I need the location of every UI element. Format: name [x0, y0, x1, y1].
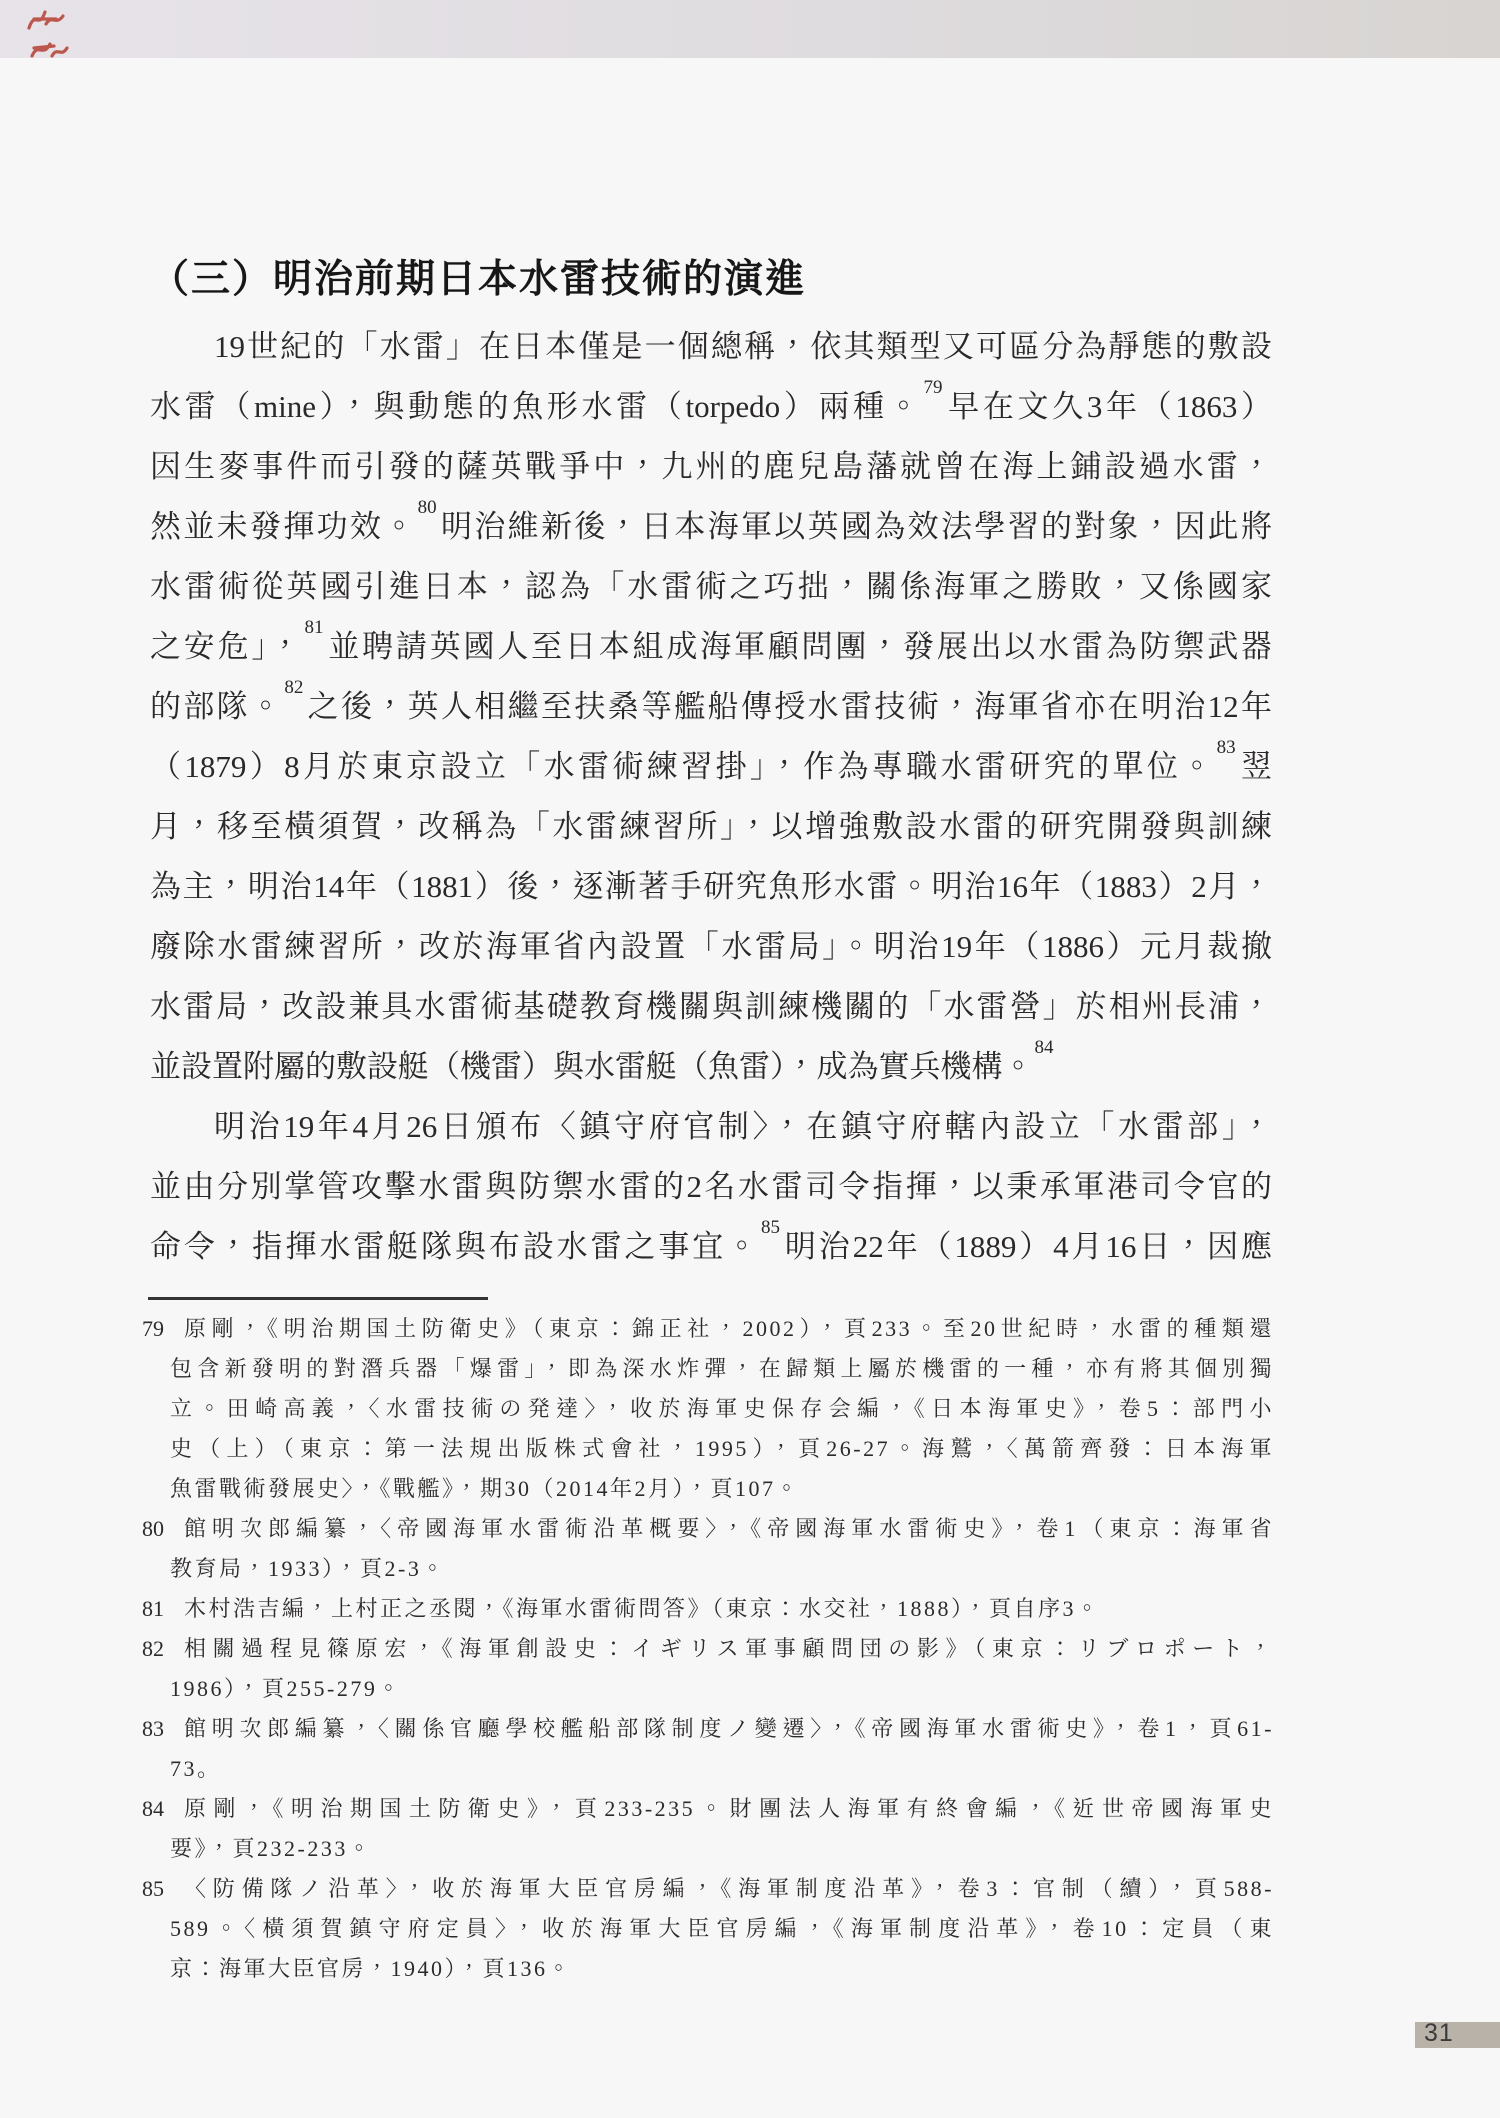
footnote-ref: 79	[923, 377, 943, 398]
body-text	[150, 317, 1272, 1277]
body-line: （1879）8月於東京設立「水雷術練習掛」，作為專職水雷研究的單位。$^{83}$翌	[150, 737, 1272, 784]
body-line: 19世紀的「水雷」在日本僅是一個總稱，依其類型又可區分為靜態的敷設	[214, 329, 1272, 364]
body-line: 廢除水雷練習所，改於海軍省內設置「水雷局」。明治19年（1886）元月裁撤	[150, 929, 1272, 964]
footnote-line: 立。田崎高義，〈水雷技術の発達〉，收於海軍史保存会編，《日本海軍史》，卷5：部門小	[170, 1396, 1274, 1421]
footnote-line: 魚雷戰術發展史〉，《戰艦》，期30（2014年2月），頁107。	[170, 1476, 801, 1501]
footnote-ref: 80	[417, 497, 437, 518]
footnote-number: 85	[142, 1876, 164, 1901]
footnote-line: 80 館明次郎編纂，〈帝國海軍水雷術沿革概要〉，《帝國海軍水雷術史》，卷1（東京：海軍省	[142, 1509, 1274, 1549]
footnote-number: 80	[142, 1516, 164, 1541]
footnote-line: 要》，頁232-233。	[170, 1836, 373, 1861]
body-line: 水雷局，改設兼具水雷術基礎教育機關與訓練機關的「水雷營」於相州長浦，	[150, 989, 1272, 1024]
footnote-ref: 84	[1034, 1037, 1054, 1058]
footnote-ref: 81	[304, 617, 324, 638]
footnote-line: 79 原剛，《明治期国土防衛史》（東京：錦正社，2002），頁233。至20世紀時，水雷的種類還	[142, 1309, 1274, 1349]
footnote-line: 1986），頁255-279。	[170, 1676, 402, 1701]
body-line: 並設置附屬的敷設艇（機雷）與水雷艇（魚雷），成為實兵機構。$^{84}$	[150, 1037, 1054, 1084]
footnote-ref: 82	[284, 677, 304, 698]
footnotes-block	[142, 1309, 1274, 1989]
red-ink-mark-1	[26, 6, 66, 34]
body-line: 然並未發揮功效。$^{80}$明治維新後，日本海軍以英國為效法學習的對象，因此將	[150, 497, 1272, 544]
footnote-number: 81	[142, 1596, 164, 1621]
section-heading: （三）明治前期日本水雷技術的演進	[150, 258, 807, 301]
page-number-tab	[1415, 2019, 1500, 2048]
body-line: 為主，明治14年（1881）後，逐漸著手研究魚形水雷。明治16年（1883）2月，	[150, 869, 1272, 904]
body-line: 水雷（mine），與動態的魚形水雷（torpedo）兩種。$^{79}$早在文久3年（1863）	[150, 377, 1272, 424]
body-line: 水雷術從英國引進日本，認為「水雷術之巧拙，關係海軍之勝敗，又係國家	[150, 569, 1272, 604]
footnote-line: 82 相關過程見篠原宏，《海軍創設史：イギリス軍事顧問団の影》（東京：リブロポート，	[142, 1629, 1274, 1669]
body-line: 因生麥事件而引發的薩英戰爭中，九州的鹿兒島藩就曾在海上鋪設過水雷，	[150, 449, 1272, 484]
footnote-line: 包含新發明的對潛兵器「爆雷」，即為深水炸彈，在歸類上屬於機雷的一種，亦有將其個別獨	[170, 1356, 1274, 1381]
footnote-separator	[148, 1297, 488, 1300]
footnote-ref: 85	[761, 1217, 781, 1238]
page-number: 31	[1424, 2019, 1454, 2047]
footnote-number: 84	[142, 1796, 164, 1821]
body-line: 月，移至橫須賀，改稱為「水雷練習所」，以增強敷設水雷的研究開發與訓練	[150, 809, 1272, 844]
footnote-line: 589。〈橫須賀鎮守府定員〉，收於海軍大臣官房編，《海軍制度沿革》，卷10：定員（東	[170, 1916, 1274, 1941]
footnote-line: 史（上）（東京：第一法規出版株式會社，1995），頁26-27。海鷲，〈萬箭齊發：日本海軍	[170, 1436, 1274, 1461]
body-line: 的部隊。$^{82}$之後，英人相繼至扶桑等艦船傳授水雷技術，海軍省亦在明治12年	[150, 677, 1272, 724]
footnote-line: 85 〈防備隊ノ沿革〉，收於海軍大臣官房編，《海軍制度沿革》，卷3：官制（續），頁588-	[142, 1869, 1274, 1909]
body-line: 明治19年4月26日頒布〈鎮守府官制〉，在鎮守府轄內設立「水雷部」，	[214, 1109, 1272, 1144]
footnote-number: 79	[142, 1316, 164, 1341]
footnote-line: 83 館明次郎編纂，〈關係官廳學校艦船部隊制度ノ變遷〉，《帝國海軍水雷術史》，卷1，頁61-	[142, 1709, 1274, 1749]
body-line: 之安危」，$^{81}$並聘請英國人至日本組成海軍顧問團，發展出以水雷為防禦武器	[150, 617, 1272, 664]
footnote-number: 83	[142, 1716, 164, 1741]
footnote-line: 81 木村浩吉編，上村正之丞閱，《海軍水雷術問答》（東京：水交社，1888），頁自序3。	[142, 1589, 1274, 1629]
footnote-line: 73。	[170, 1756, 222, 1781]
scanner-edge-band	[0, 0, 1500, 58]
footnote-line: 84 原剛，《明治期国土防衛史》，頁233-235。財團法人海軍有終會編，《近世帝國海軍史	[142, 1789, 1274, 1829]
footnote-ref: 83	[1216, 737, 1236, 758]
body-line: 命令，指揮水雷艇隊與布設水雷之事宜。$^{85}$明治22年（1889）4月16日，因應	[150, 1217, 1272, 1264]
footnote-number: 82	[142, 1636, 164, 1661]
red-ink-mark-2	[28, 36, 70, 64]
footnote-line: 教育局，1933），頁2-3。	[170, 1556, 446, 1581]
footnote-line: 京：海軍大臣官房，1940），頁136。	[170, 1956, 573, 1981]
body-line: 並由分別掌管攻擊水雷與防禦水雷的2名水雷司令指揮，以秉承軍港司令官的	[150, 1169, 1272, 1204]
